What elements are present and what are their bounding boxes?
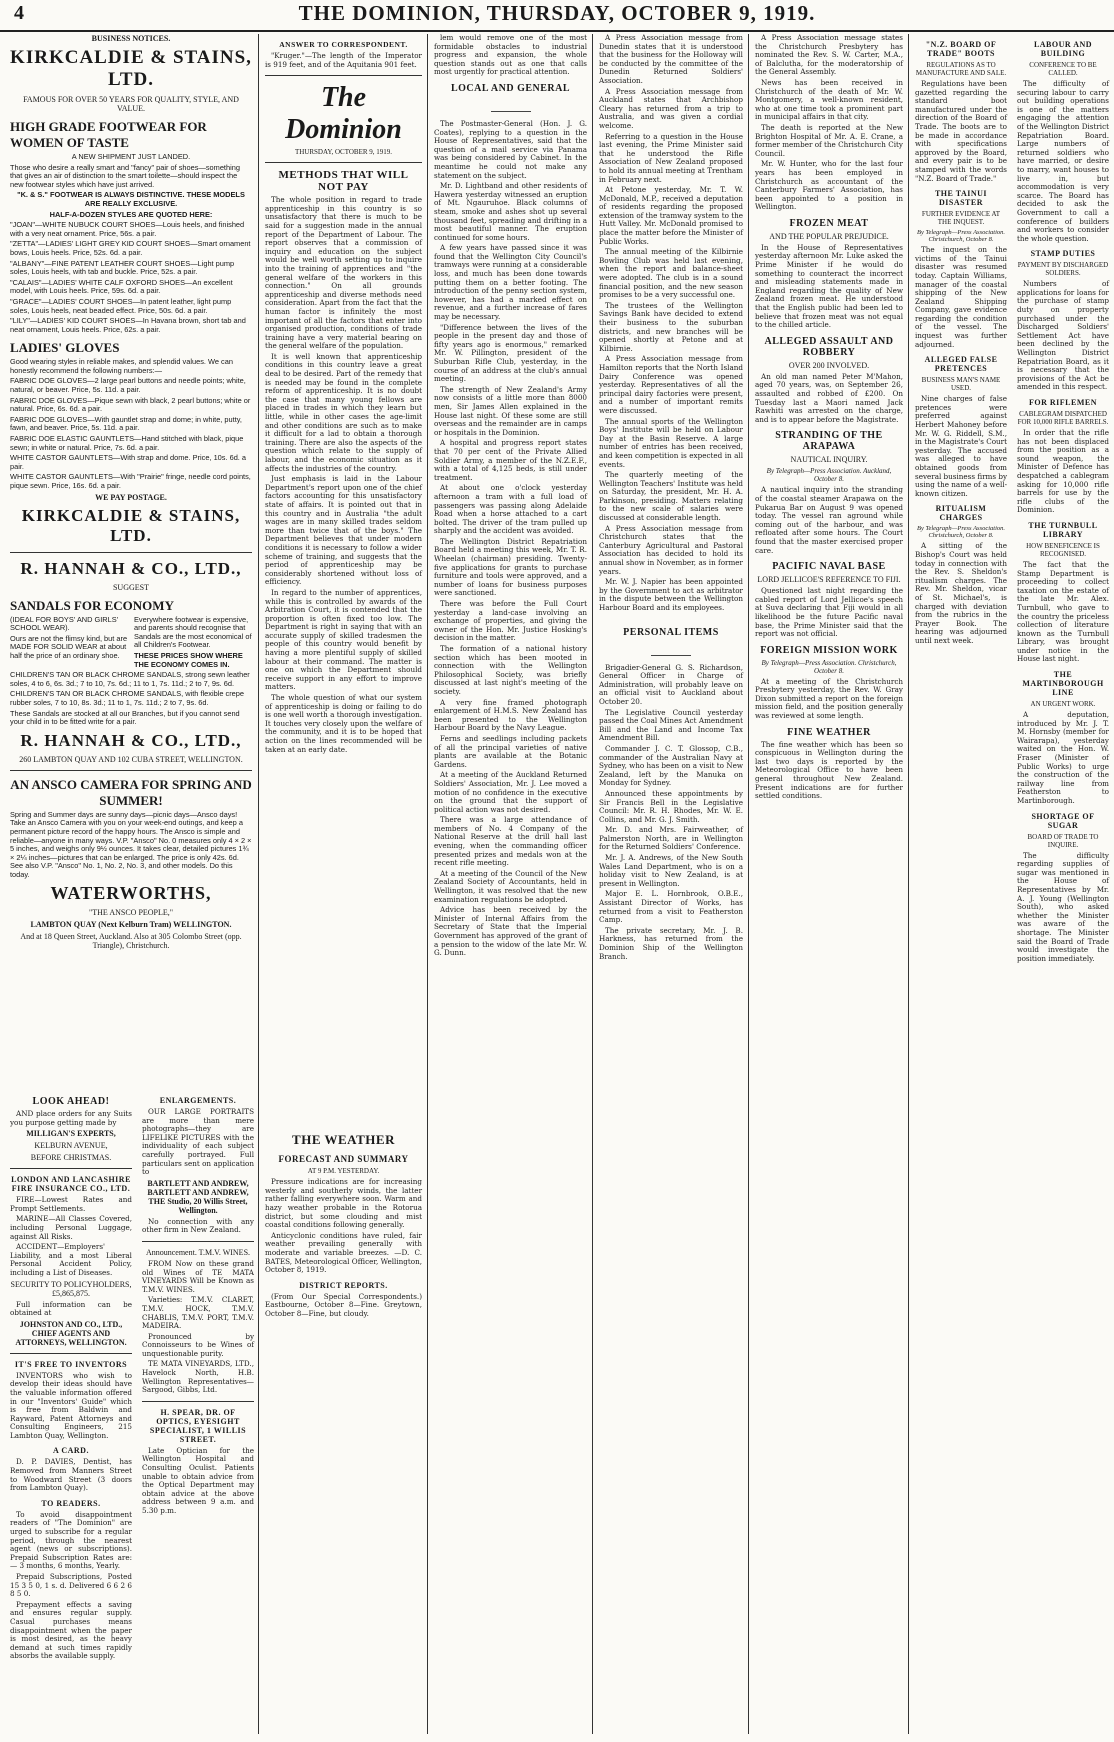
article-dateline: By Telegraph—Press Association. Auckland, October 8.	[766, 467, 892, 484]
ad-heading-sandals: SANDALS FOR ECONOMY	[10, 597, 174, 613]
ad-body: ACCIDENT—Employers' Liability, and a most Liberal Personal Accident Policy, including a List of Diseases.	[10, 1242, 132, 1277]
column-small-ads-2	[138, 1090, 258, 1730]
column-rule	[592, 34, 593, 1734]
ad-body: OUR LARGE PORTRAITS are more than mere photographs—they are LIFELIKE PICTURES with the individuality of each subject carefully portrayed. Full particulars sent on application to	[142, 1107, 254, 1177]
article-subheading: OVER 200 INVOLVED.	[788, 360, 870, 370]
article-body: Mr. W. J. Napier has been appointed by the Government to act as arbitrator in the dispute between the Wellington Harbour Board and its employees.	[599, 577, 743, 612]
article-body: A Press Association message from Auckland states that Archbishop Cleary has returned from a trip to Australia, and was given a cordial welcome.	[599, 86, 743, 130]
ad-item: WHITE CASTOR GAUNTLETS—With "Prairie" fringe, needle cord points, pique sewn. Price, 16s. 6d. a pair.	[10, 472, 251, 490]
ad-item: FABRIC DOE ELASTIC GAUNTLETS—Hand stitched with black, pique sewn; in white or natural. Price, 7s. 6d. a pair.	[10, 434, 244, 452]
article-body: The annual sports of the Wellington Boys' Institute will be held on Labour Day at the Basin Reserve. A large number of entries has been received, and keen competition is expected in all events.	[599, 416, 743, 469]
ad-item: "JOAN"—WHITE NUBUCK COURT SHOES—Louis heels, and finished with a very neat ornament. Price, 56s. a pair.	[10, 220, 245, 238]
ad-item: CHILDREN'S TAN OR BLACK CHROME SANDALS, strong sewn leather soles, 4 to 6, 6s. 3d.; 7 to 10, 7s. 6d.; 11 to 1, 7s. 11d.; 2 to 7, 9s. 6d.	[10, 670, 250, 688]
article-body: Nine charges of false pretences were preferred against Herbert Mahoney before Mr. W. G. Riddell, S.M., in the Magistrate's Court yesterday. The accused was alleged to have obtained goods from several business firms by using the name of a well-known citizen.	[915, 394, 1008, 498]
ad-tagline: WE PAY POSTAGE.	[95, 492, 167, 502]
article-body: A hospital and progress report states that 70 per cent of the Private Allied Soldier Army, a member of the N.Z.E.F., with a total of 4,125 beds, is still under treatment.	[434, 438, 587, 482]
ad-tagline: "K. & S." FOOTWEAR IS ALWAYS DISTINCTIVE. THESE MODELS ARE REALLY EXCLUSIVE.	[17, 190, 245, 208]
article-body: Pressure indications are for increasing westerly and southerly winds, the latter rather falling everywhere soon. Warm and hazy weather probable in the Rotorua district, but some clouding and mist coastal conditions following generally.	[265, 1177, 422, 1230]
ad-address: 260 LAMBTON QUAY AND 102 CUBA STREET, WELLINGTON.	[19, 754, 243, 764]
article-heading: FINE WEATHER	[787, 726, 871, 738]
article-heading: METHODS THAT WILL NOT PAY	[278, 169, 409, 194]
column-local-general	[430, 34, 591, 1734]
ad-address: KELBURN AVENUE,	[34, 1141, 108, 1151]
article-body: The formation of a national history section which has been mooted in connection with the Wellington Philosophical Society, was briefly discussed at last night's meeting of the society.	[434, 644, 587, 696]
article-body: "Difference between the lives of the people in the present day and those of fifty years ago is enormous," remarked Mr. W. Pillington, president of the Suburban Rifle Club, yesterday, in the course of an address at the club's annual meeting.	[434, 322, 587, 384]
article-subheading: REGULATIONS AS TO MANUFACTURE AND SALE.	[915, 61, 1007, 77]
article-heading: THE MARTINBOROUGH LINE	[1022, 670, 1104, 698]
article-subheading: LORD JELLICOE'S REFERENCE TO FIJI.	[757, 575, 901, 585]
ad-subheading: HALF-A-DOZEN STYLES ARE QUOTED HERE:	[49, 209, 213, 219]
ad-heading: H. SPEAR, DR. OF OPTICS, EYESIGHT SPECIALIST, 1 WILLIS STREET.	[149, 1407, 247, 1444]
article-body: The Wellington District Repatriation Board held a meeting this week, Mr. T. R. Wheelan (chairman) presiding. Twenty-five applications for grants to purchase furniture and tools were approved, and a number of loans for business purposes were sanctioned.	[434, 536, 587, 598]
ad-heading-ansco: AN ANSCO CAMERA FOR SPRING AND SUMMER!	[10, 776, 252, 808]
article-body: The fine weather which has been so conspicuous in Wellington during the last two days is reported by the Meteorological Office to have been general throughout New Zealand. Present indications are for further settled conditions.	[755, 739, 903, 801]
ad-heading: ENLARGEMENTS.	[159, 1096, 237, 1105]
article-body: The whole position in regard to trade apprenticeship in this country is so unsatisfactory that there is much to be said for a suggestion made in the annual report of the Department of Labour. The report observes that a commission of inquiry and education on the subject would be well worth setting up to inquire into the training of apprentices and "the general welfare of the workers in this connection." On all grounds apprenticeship and diverse methods need consideration. Apart from the fact that the human factor is infinitely the most important of all the factors that enter into organised production, conditions of trade training have a very material bearing on the general welfare of the population.	[265, 195, 422, 351]
article-heading: THE TAINUI DISASTER	[934, 189, 988, 208]
ad-body: TE MATA VINEYARDS, LTD., Havelock North, H.B. Wellington Representatives—Sargood, Gibbs, Ltd.	[142, 1359, 254, 1395]
article-body: At a meeting of the Council of the New Zealand Society of Accountants, held in Wellington, it was resolved that the new examination regulations be adopted.	[434, 868, 587, 904]
article-body: A deputation, introduced by Mr. J. T. M. Hornsby (member for Wairarapa), yesterday waited on the Hon. W. Fraser (Minister of Public Works) to urge the construction of the railway line from Featherston to Martinborough.	[1017, 710, 1109, 805]
ad-heading: LONDON AND LANCASHIRE FIRE INSURANCE CO., LTD.	[11, 1175, 131, 1194]
article-subheading: AN URGENT WORK.	[1030, 700, 1096, 709]
article-subheading: PAYMENT BY DISCHARGED SOLDIERS.	[1017, 261, 1109, 278]
ad-body: (IDEAL FOR BOYS' AND GIRLS' SCHOOL WEAR).	[10, 614, 119, 633]
article-body: Mr. D. Lightband and other residents of Hawera yesterday witnessed an eruption of Mt. Ngauruhoe. Black columns of steam, smoke and ashes shot up several thousand feet, spreading and drifting in a most beautiful manner. The eruption continued for some hours.	[434, 181, 587, 242]
ad-body: Everywhere footwear is expensive, and parents should recognise that Sandals are the most economical of all Children's Footwear.	[134, 614, 252, 650]
ad-address: And at 18 Queen Street, Auckland. Also at 305 Colombo Street (opp. Triangle), Christchurch.	[20, 932, 242, 951]
ad-title-kirkcaldie: KIRKCALDIE & STAINS, LTD.	[10, 47, 252, 90]
ad-tagline: SECURITY TO POLICYHOLDERS, £5,865,875.	[10, 1279, 132, 1298]
article-heading: ALLEGED FALSE PRETENCES	[924, 355, 998, 374]
article-body: Numbers of applications for loans for the purchase of stamp duty on property purchased under the Discharged Soldiers' Settlement Act have been declined by the Wellington District Repatriation Board, as it is necessary that the provisions of the Act be amended in this respect.	[1017, 279, 1109, 392]
ad-tagline: THESE PRICES SHOW WHERE THE ECONOMY COMES IN.	[134, 650, 243, 669]
article-body: The difficulty of securing labour to carry out building operations is one of the matters engaging the attention of the Wellington District Repatriation Board. Large numbers of returned soldiers who have married, or desire to marry, want houses to live in, but accommodation is very scarce. The Board has decided to ask the Government to call a conference of builders and workers to consider the whole question.	[1017, 79, 1109, 243]
article-body: In the House of Representatives yesterday afternoon Mr. Luke asked the Prime Minister if he would do something to counteract the incorrect and misleading statements made in England regarding the quality of New Zealand frozen meat. He understood that the English public had been led to believe that frozen meat was not equal to the chilled article.	[755, 242, 903, 330]
article-heading: SHORTAGE OF SUGAR	[1031, 811, 1095, 830]
article-heading: LOCAL AND GENERAL	[450, 82, 571, 94]
ad-item: FABRIC DOE GLOVES—2 large pearl buttons and needle points; white, natural, or beaver. Price, 5s. 11d. a pair.	[10, 376, 246, 395]
ad-title-waterworths: WATERWORTHS,	[50, 883, 212, 904]
article-body: Ferns and seedlings including packets of all the principal varieties of native plants are available at the Botanic Gardens.	[434, 733, 587, 769]
ad-body: Full information can be obtained at	[10, 1299, 132, 1318]
ad-body: Spring and Summer days are sunny days—picnic days—Ansco days! Take an Ansco Camera with you on your week-end outings, and keep a permanent picture record of the happy hours. The Ansco is simple and reliable—anyone in many ways. V.P. "Ansco" No. 0 measures only 4 × 2 × 5 inches, and weighs only 9½ ounces. It takes clear, detailed pictures 1¾ × 2¼ inches—pictures that can be enlarged. The price is only 42s. 6d. See also V.P. "Ansco" No. 1, No. 2, No. 3, and other models. Do this today.	[10, 809, 252, 879]
ad-address: LAMBTON QUAY (Next Kelburn Tram) WELLINGTON.	[30, 920, 232, 930]
ad-title-hannah: R. HANNAH & CO., LTD.,	[20, 558, 242, 578]
ad-heading: LOOK AHEAD!	[32, 1096, 110, 1107]
ad-body: Good wearing styles in reliable makes, and splendid values. We can honestly recommend the following numbers:—	[10, 357, 233, 375]
article-body: The strength of New Zealand's Army now consists of a little more than 8000 men, Sir James Allen explained in the House last night. Of these some are still overseas and the remainder are in camps or hospitals in the Dominion.	[434, 384, 587, 437]
article-heading: FROZEN MEAT	[789, 217, 869, 229]
article-body: The private secretary, Mr. J. B. Harkness, has returned from the Dominion Ship of the Wellington Branch.	[599, 925, 743, 961]
article-heading: THE TURNBULL LIBRARY	[1028, 520, 1098, 539]
article-body: A nautical inquiry into the stranding of the coastal steamer Arapawa on the Pukarua Bar on August 9 was opened today. The vessel ran aground while coming out of the harbour, and was refloated after some hours. The Court found that the master exercised proper care.	[755, 485, 903, 555]
article-heading: LABOUR AND BUILDING	[1033, 40, 1093, 58]
ad-item: FABRIC DOE GLOVES—Pique sewn with black, 2 pearl buttons; white or natural. Price, 6s. 6d. a pair.	[10, 395, 251, 414]
article-body: A Press Association message from Christchurch states that the Canterbury Agricultural and Pastoral Association has decided to hold its annual show in November, as in former years.	[599, 523, 743, 576]
article-body: The Postmaster-General (Hon. J. G. Coates), replying to a question in the House of Representatives, said that the question of a mail service via Panama was being considered by Cabinet. In the meantime he could not make any statement on the subject.	[434, 118, 587, 180]
ad-item: "ALBANY"—FINE PATENT LEATHER COURT SHOES—Light pump soles, Louis heels, with tab and buckle. Price, 52s. a pair.	[10, 258, 235, 277]
article-dateline: By Telegraph—Press Association. Christchurch, October 8.	[916, 229, 1006, 244]
article-heading: FOR RIFLEMEN	[1029, 398, 1097, 407]
ad-heading: TO READERS.	[41, 1498, 101, 1508]
column-rule	[258, 34, 259, 1734]
article-body: At a meeting of the Christchurch Presbytery yesterday, the Rev. W. Gray Dixon submitted a report on the foreign mission field, and the position generally was reviewed at some length.	[755, 676, 903, 721]
ad-name: BARTLETT AND ANDREW, BARTLETT AND ANDREW, THE Studio, 20 Willis Street, Wellington.	[147, 1178, 249, 1215]
ad-body: These Sandals are stocked at all our Branches, but if you cannot send your child in to be fitted write for a pair.	[10, 708, 240, 727]
article-body: The fact that the Stamp Department is proceeding to collect taxation on the estate of the late Mr. Alex. Turnbull, who gave to the country the priceless collection of literature known as the Turnbull Library, was brought under notice in the House last night.	[1017, 559, 1109, 664]
article-body: At Petone yesterday, Mr. T. W. McDonald, M.P., received a deputation of residents regarding the proposed extension of the tramway system to the Hutt Valley. Mr. McDonald promised to place the matter before the Minister of Public Works.	[599, 185, 743, 246]
column-rule	[908, 34, 909, 1734]
column-small-ads	[6, 1090, 136, 1730]
article-subheading: BUSINESS MAN'S NAME USED.	[921, 376, 1001, 393]
article-body: The whole question of what our system of apprenticeship is doing or failing to do is one well worth a thorough investigation. It touches very closely upon the welfare of the community, and it is to be hoped that action on the lines recommended will be taken at an early date.	[265, 693, 422, 754]
article-body: There was a large attendance of members of No. 4 Company of the National Reserve at the drill hall last evening, when the commanding officer presented prizes and medals won at the recent rifle meeting.	[434, 815, 587, 868]
column-rule	[427, 34, 428, 1734]
article-body: Brigadier-General G. S. Richardson, General Officer in Charge of Administration, will probably leave on an official visit to Auckland about October 20.	[599, 662, 743, 706]
article-body: A Press Association message from Dunedin states that it is understood that the business for the Holloway will be conducted by the committee of the Dunedin Returned Soldiers' Association.	[599, 33, 743, 85]
article-body: Mr. D. and Mrs. Fairweather, of Palmerston North, are in Wellington for the Returned Soldiers' Conference.	[599, 825, 743, 852]
ad-body: FROM Now on these grand old Wines of TE MATA VINEYARDS Will be Known as T.M.V. WINES.	[142, 1258, 254, 1294]
article-body: There was before the Full Court yesterday a land-case involving an exchange of properties, and giving the owner of the Hon. Mr. Justice Hosking's decision in the matter.	[434, 599, 587, 643]
column-news-2	[751, 34, 907, 1734]
ad-title-kirkcaldie-footer: KIRKCALDIE & STAINS, LTD.	[21, 505, 241, 545]
article-body: The trustees of the Wellington Savings Bank have decided to extend their business to the suburban districts, and new branches will be opened shortly at Petone and at Kilbirnie.	[599, 300, 743, 353]
article-subheading: FORECAST AND SUMMARY	[278, 1154, 409, 1165]
article-body: The Legislative Council yesterday passed the Coal Mines Act Amendment Bill and the Land and Income Tax Amendment Bill.	[599, 707, 743, 743]
article-body: A sitting of the Bishop's Court was held today in connection with the Rev. S. Sheldon's ritualism charges. The Rev. Mr. Sheldon, vicar of St. Michael's, is charged with deviation from the rubrics in the Prayer Book. The hearing was adjourned until next week.	[915, 541, 1007, 645]
article-heading: RITUALISM CHARGES	[935, 504, 987, 523]
ad-body: AND place orders for any Suits you purpose getting made by	[10, 1109, 132, 1127]
ad-subtitle: "THE ANSCO PEOPLE,"	[88, 908, 174, 918]
article-body: Referring to a question in the House last evening, the Prime Minister said that he understood the Rifle Association of New Zealand proposed to hold its annual meeting at Trentham in February next.	[599, 131, 743, 184]
ad-body: Late Optician for the Wellington Hospital and Consulting Oculist. Patients unable to obtain advice from the Optical Department may obtain advice at the above address between 9 a.m. and 5.30 p.m.	[142, 1445, 254, 1515]
article-heading: STAMP DUTIES	[1030, 249, 1096, 259]
article-body: Mr. W. Hunter, who for the last four years has been employed in Christchurch as accountant of the Canterbury Farmers' Association, has been appointed to a position in Wellington.	[755, 159, 903, 212]
article-body: The quarterly meeting of the Wellington Teachers' Institute was held on Saturday, the president, Mr. H. A. Parkinson, presiding. Matters relating to the new scale of salaries were discussed at considerable length.	[599, 470, 743, 523]
ad-item: CHILDREN'S TAN OR BLACK CHROME SANDALS, with flexible crepe rubber soles, 7 to 10, 8s. 3d.; 11 to 1, 7s. 11d.; 2 to 7, 9s. 6d.	[10, 689, 245, 707]
article-body: Mr. J. A. Andrews, of the New South Wales Land Department, who is on a holiday visit to New Zealand, is at present in Wellington.	[599, 853, 743, 888]
ad-subtitle: FAMOUS FOR OVER 50 YEARS FOR QUALITY, STYLE, AND VALUE.	[23, 95, 239, 113]
column-advertisements-top	[6, 34, 256, 951]
article-body: The death is reported at the New Brighton Hospital of Mr. A. E. Crane, a former member of the Christchurch City Council.	[755, 122, 903, 158]
article-body: Announced these appointments by Sir Francis Bell in the Legislative Council: Mr. R. H. Rhodes, Mr. W. E. Collins, and Mr. G. J. Smith.	[599, 788, 743, 824]
article-subheading: CONFERENCE TO BE CALLED.	[1029, 61, 1097, 77]
article-body: Just emphasis is laid in the Labour Department's report upon one of the chief factors accounting for this unsatisfactory state of affairs. It is pointed out that in this country and in Australia "the adult wages are in many skilled trades seldom more than twice that of the boys." The Department believes that under modern conditions it is necessary to follow a wider scheme of training, and suggests that the period of apprenticeship may be considerably shortened without loss of efficiency.	[265, 474, 422, 587]
ad-body: Varieties: T.M.V. CLARET, T.M.V. HOCK, T.M.V. CHABLIS, T.M.V. PORT, T.M.V. MADEIRA.	[142, 1295, 254, 1331]
ad-heading: A CARD.	[53, 1446, 89, 1456]
article-body: At a meeting of the Auckland Returned Soldiers' Association, Mr. J. Lee moved a motion of no confidence in the executive on the ground that the support of political action was not desired.	[434, 770, 587, 814]
ad-body: To avoid disappointment readers of "The Dominion" are urged to subscribe for a regular period, through the nearest agent (news or subscriptions). Prepaid Subscription Rates are:— 3 months, 6 months, Yearly.	[10, 1509, 132, 1571]
article-subheading: AND THE POPULAR PREJUDICE.	[769, 231, 889, 241]
ad-heading: Announcement. T.M.V. WINES.	[145, 1247, 251, 1257]
ad-body: Ours are not the flimsy kind, but are MADE FOR SOLID WEAR at about half the price of an ordinary shoe.	[10, 633, 128, 660]
newspaper-nameplate: The Dominion	[285, 82, 402, 146]
ad-heading-footwear: HIGH GRADE FOOTWEAR FOR WOMEN OF TASTE	[10, 119, 207, 150]
ad-item: "LILY"—LADIES' KID COURT SHOES—In Havana brown, short tab and neat ornament, Louis heels. Price, 62s. a pair.	[10, 316, 246, 334]
article-subheading: BOARD OF TRADE TO INQUIRE.	[1027, 832, 1099, 849]
article-body: A few years have passed since it was found that the Wellington City Council's tramways were running at a considerable loss, and much has been done towards putting them on a better footing. The introduction of the penny section system, however, has had a marked effect on revenue, and a further increase of fares may be necessary.	[434, 243, 587, 322]
article-heading: FOREIGN MISSION WORK	[760, 644, 898, 656]
article-heading: ANSWER TO CORRESPONDENT.	[279, 40, 408, 49]
article-body: "Kruger."—The length of the Imperator is 919 feet, and of the Aquitania 901 feet.	[265, 51, 422, 69]
article-heading: "N.Z. BOARD OF TRADE" BOOTS	[925, 40, 997, 58]
article-body: In regard to the number of apprentices, while this is controlled by awards of the Arbitration Court, it is contended that the proportion is often fixed too low. The Department is right in saying that with an accurate supply of skilled tradesmen the people of this country would benefit by having a more plentiful supply of skilled labour at their command. The matter is one on which the Department should receive support in any effort to improve matters.	[265, 587, 422, 692]
article-body: Anticyclonic conditions have ruled, fair weather prevailing generally with moderate and variable breezes. —D. C. BATES, Meteorological Officer, Wellington, October 8, 1919.	[265, 1230, 422, 1275]
article-body: The inquest on the victims of the Tainui disaster was resumed today. Captain Williams, manager of the coastal shipping of the New Zealand Shipping Company, gave evidence regarding the condition of the vessel. The inquest was further adjourned.	[915, 245, 1007, 349]
edition-date: THURSDAY, OCTOBER 9, 1919.	[294, 148, 393, 157]
article-body: In order that the rifle has not been displaced from the position as a sound weapon, the Minister of Defence has despatched a cablegram asking for 10,000 rifle barrels for use by the rifle clubs of the Dominion.	[1017, 428, 1109, 515]
article-body: Questioned last night regarding the cabled report of Lord Jellicoe's speech at Suva declaring that Fiji would in all likelihood be the future Pacific naval base, the Prime Minister said that the report was not official.	[755, 586, 903, 639]
ad-item: "GRACE"—LADIES' COURT SHOES—In patent leather, light pump soles, Louis heels, neat beaded effect. Price, 50s. 6d. a pair.	[10, 296, 232, 315]
ad-heading-gloves: LADIES' GLOVES	[10, 340, 120, 356]
article-heading: PACIFIC NAVAL BASE	[772, 561, 886, 573]
article-body: (From Our Special Correspondents.) Eastbourne, October 8—Fine. Greytown, October 8—Fine, but cloudy.	[265, 1291, 422, 1318]
article-body: A Press Association message states the Christchurch Presbytery has nominated the Rev. S. W. Carter, M.A., of Balclutha, for the moderatorship of the General Assembly.	[755, 33, 903, 77]
ad-heading: IT'S FREE TO INVENTORS	[14, 1359, 128, 1369]
ad-item: "CALAIS"—LADIES' WHITE CALF OXFORD SHOES—An excellent model, with Louis heels. Price, 59s. 6d. a pair.	[10, 277, 233, 296]
article-body: At about one o'clock yesterday afternoon a tram with a full load of passengers was passing along Adelaide Road when a horse attached to a cart bolted. The driver of the tram pulled up sharply and the accident was avoided.	[434, 483, 587, 536]
ad-subtitle: SUGGEST	[112, 582, 149, 592]
ad-subheading: A NEW SHIPMENT JUST LANDED.	[71, 152, 191, 161]
ad-body: FIRE—Lowest Rates and Prompt Settlements.	[10, 1195, 132, 1213]
column-editorial	[261, 34, 426, 1734]
article-body: Advice has been received by the Minister of Internal Affairs from the Secretary of State that the Imperial Government has approved of the grant of a pension to the widow of the late Mr. W. G. Dunn.	[434, 905, 587, 958]
ad-item: WHITE CASTOR GAUNTLETS—With strap and dome. Price, 10s. 6d. a pair.	[10, 453, 247, 471]
section-label: BUSINESS NOTICES.	[91, 34, 171, 43]
ad-item: "ZETTA"—LADIES' LIGHT GREY KID COURT SHOES—Smart ornament bows, Louis heels. Price, 52s. 6d. a pair.	[10, 239, 251, 257]
article-body: The annual meeting of the Kilbirnie Bowling Club was held last evening, when the report and balance-sheet were adopted. The club is in a sound financial position, and the new season promises to be a very successful one.	[599, 247, 743, 300]
article-heading: STRANDING OF THE ARAPAWA	[775, 430, 883, 453]
article-body: A Press Association message from Hamilton reports that the North Island Dairy Conference was opened yesterday. Representatives of all the principal dairy factories were present, and a number of important remits were discussed.	[599, 354, 743, 415]
column-news-3	[911, 34, 1011, 1734]
article-subheading: DISTRICT REPORTS.	[299, 1280, 388, 1290]
article-dateline: By Telegraph—Press Association. Christchurch, October 8.	[761, 658, 897, 675]
ad-name: MILLIGAN'S EXPERTS,	[26, 1129, 116, 1139]
article-body: An old man named Peter M'Mahon, aged 70 years, was, on September 26, assaulted and robbed of £200. On Tuesday last a Maori named Jack Rawhiti was arrested on the charge, and is to appear before the Magistrate.	[755, 371, 903, 424]
column-news-4	[1013, 34, 1113, 1734]
ad-name: JOHNSTON AND CO., LTD., CHIEF AGENTS AND ATTORNEYS, WELLINGTON.	[15, 1319, 127, 1347]
page-number: 4	[14, 2, 24, 24]
article-body: News has been received in Christchurch of the death of Mr. W. Montgomery, a well-known resident, who at one time took a prominent part in municipal affairs in that city.	[755, 77, 903, 122]
masthead	[0, 0, 1114, 32]
article-subheading: AT 9 P.M. YESTERDAY.	[307, 1167, 380, 1176]
page-title: THE DOMINION, THURSDAY, OCTOBER 9, 1919.	[298, 1, 816, 25]
ad-body: Prepayment effects a saving and ensures regular supply. Casual purchases means disappointment when the paper is most desired, as the heavy demand at such times rapidly absorbs the available supply.	[10, 1599, 132, 1661]
article-body: Major E. L. Hornbrook, O.B.E., Assistant Director of Works, has returned from a visit to Featherston Camp.	[599, 889, 743, 925]
article-dateline: By Telegraph—Press Association. Christchurch, October 8.	[916, 525, 1006, 540]
ad-item: FABRIC DOE GLOVES—With gauntlet strap and dome; in white, putty, fawn, and beaver. Price, 5s. 11d. a pair.	[10, 414, 242, 433]
ad-title-hannah-footer: R. HANNAH & CO., LTD.,	[20, 730, 242, 750]
article-body: The difficulty regarding supplies of sugar was mentioned in the House of Representatives by Mr. A. J. Young (Wellington South), who asked whether the Minister was aware of the shortage. The Minister said the Board of Trade would investigate the position immediately.	[1017, 850, 1109, 963]
article-heading: ALLEGED ASSAULT AND ROBBERY	[764, 335, 894, 358]
ad-body: No connection with any other firm in New Zealand.	[142, 1216, 254, 1235]
article-subheading: CABLEGRAM DISPATCHED FOR 10,000 RIFLE BARRELS.	[1017, 410, 1109, 426]
article-body: A very fine framed photograph enlargement of H.M.S. New Zealand has been presented to the Wellington Harbour Board by the Navy League.	[434, 697, 587, 733]
ad-body: Pronounced by Connoisseurs to be Wines of unquestionable purity.	[142, 1331, 254, 1358]
ad-body: Those who desire a really smart and "fancy" pair of shoes—something that gives an air of distinction to the smart toilette—should inspect the new footwear styles which have just arrived.	[10, 162, 240, 189]
ad-body: MARINE—All Classes Covered, including Personal Luggage, against All Risks.	[10, 1214, 132, 1241]
article-subheading: HOW BENEFICENCE IS RECOGNISED.	[1026, 541, 1100, 558]
article-body: It is well known that apprenticeship conditions in this country leave a great deal to be desired. Part of the remedy that is needed may be found in the complete reform of apprenticeship. It is no doubt the case that many young fellows are placed in trades in which they learn but little, while in other cases the age-limit and other conditions are such as to make it difficult for a lad to obtain a thorough training. There are also the aspects of the question which relate to the supply of labour, and the economic situation as it affects the industries of the country.	[265, 351, 422, 473]
article-subheading: NAUTICAL INQUIRY.	[790, 455, 868, 465]
article-heading: THE WEATHER	[292, 1132, 395, 1148]
article-subheading: FURTHER EVIDENCE AT THE INQUEST.	[921, 210, 1001, 227]
article-body: lem would remove one of the most formidable obstacles to industrial progress and expansion, the whole question stands out as one that calls most urgently for practical attention.	[434, 33, 587, 77]
ad-tagline: BEFORE CHRISTMAS.	[30, 1153, 112, 1163]
article-body: Commander J. C. T. Glossop, C.B., commander of the Australian Navy at Sydney, who has been on a visit to New Zealand, left by the Manuka on Monday for Sydney.	[599, 743, 743, 788]
column-news	[595, 34, 747, 1734]
ad-body: INVENTORS who wish to develop their ideas should have the valuable information offered in our "Inventors' Guide" which is free from Baldwin and Rayward, Patent Attorneys and Consulting Engineers, 215 Lambton Quay, Wellington.	[10, 1370, 132, 1440]
article-body: Regulations have been gazetted regarding the standard boot manufactured under the direction of the Board of Trade. The boots are to be made in accordance with specifications approved by the Board, and every pair is to be stamped with the words "N.Z. Board of Trade."	[915, 79, 1007, 183]
ad-body: Prepaid Subscriptions, Posted 15 3 5 0, 1 s. d. Delivered 6 6 2 6 8 5 0.	[10, 1572, 132, 1599]
article-heading: PERSONAL ITEMS	[623, 626, 719, 638]
ad-body: D. P. DAVIES, Dentist, has Removed from Manners Street to Woodward Street (3 doors from Lambton Quay).	[10, 1457, 132, 1493]
column-rule	[748, 34, 749, 1734]
